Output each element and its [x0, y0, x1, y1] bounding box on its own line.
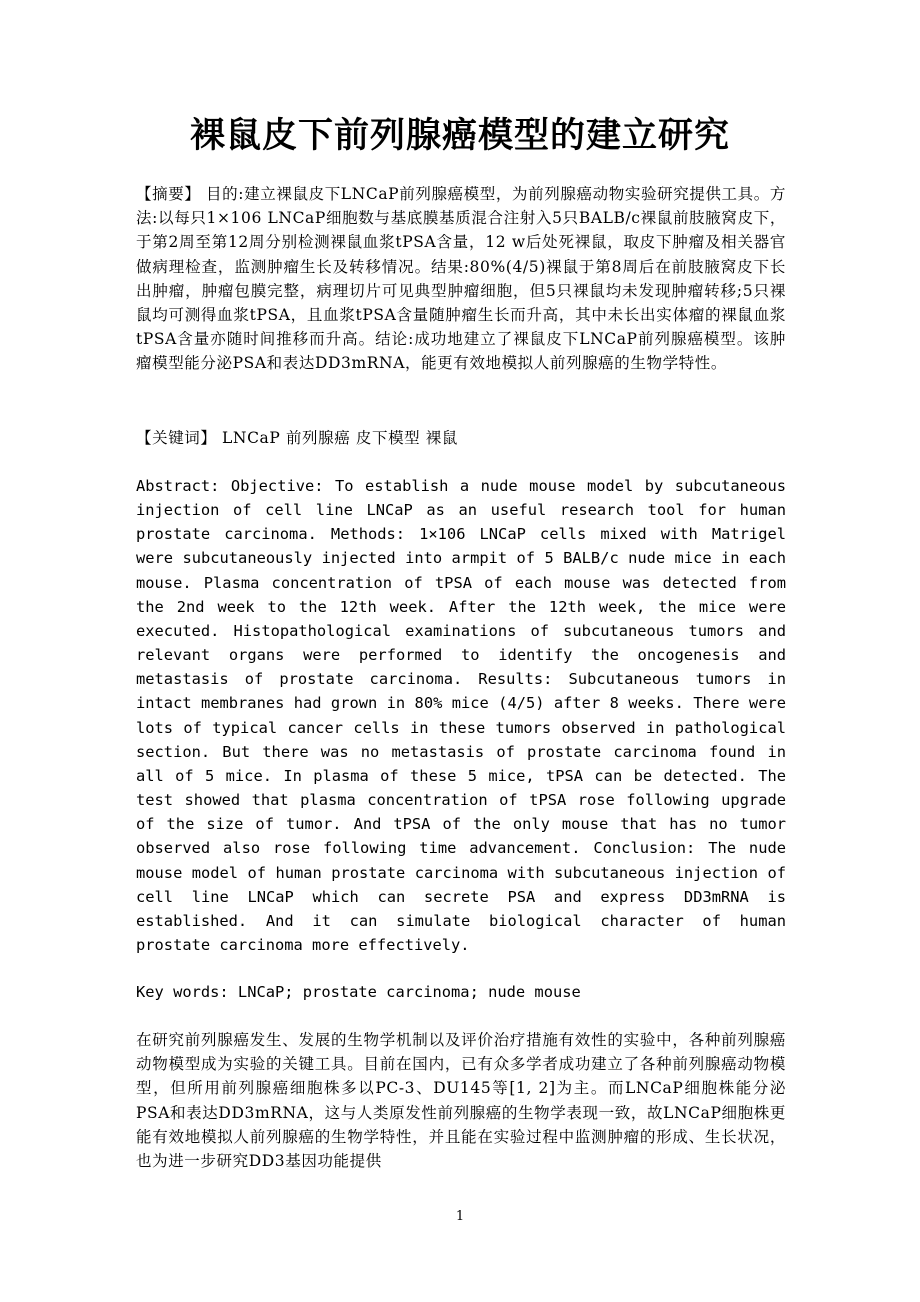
- english-abstract: Abstract: Objective: To establish a nude mouse model by subcutaneous injection of cell line LNCaP as an useful research tool for human prostate carcinoma. Methods: 1×106 LNCaP cells mixed with Matrigel were subcutaneously injected into armpit of 5 BALB/c nude mice in each mouse. Plasma concentration of tPSA of each mouse was detected from the 2nd week to the 12th week. After the 12th week, the mice were executed. Histopathological examinations of subcutaneous tumors and relevant organs were performed to identify the oncogenesis and metastasis of prostate carcinoma. Results: Subcutaneous tumors in intact membranes had grown in 80% mice (4/5) after 8 weeks. There were lots of typical cancer cells in these tumors observed in pathological section. But there was no metastasis of prostate carcinoma found in all of 5 mice. In plasma of these 5 mice, tPSA can be detected. The test showed that plasma concentration of tPSA rose following upgrade of the size of tumor. And tPSA of the only mouse that has no tumor observed also rose following time advancement. Conclusion: The nude mouse model of human prostate carcinoma with subcutaneous injection of cell line LNCaP which can secrete PSA and express DD3mRNA is established. And it can simulate biological character of human prostate carcinoma more effectively.: [136, 477, 786, 954]
- english-keywords: Key words: LNCaP; prostate carcinoma; nude mouse: [136, 983, 581, 1001]
- chinese-abstract-text: 目的:建立裸鼠皮下LNCaP前列腺癌模型，为前列腺癌动物实验研究提供工具。方法:以每只1×106 LNCaP细胞数与基底膜基质混合注射入5只BALB/c裸鼠前肢腋窝皮下，于第2周至第12周分别检测裸鼠血浆tPSA含量，12 w后处死裸鼠，取皮下肿瘤及相关器官做病理检查，监测肿瘤生长及转移情况。结果:80%(4/5)裸鼠于第8周后在前肢腋窝皮下长出肿瘤，肿瘤包膜完整，病理切片可见典型肿瘤细胞，但5只裸鼠均未发现肿瘤转移;5只裸鼠均可测得血浆tPSA，且血浆tPSA含量随肿瘤生长而升高，其中未长出实体瘤的裸鼠血浆tPSA含量亦随时间推移而升高。结论:成功地建立了裸鼠皮下LNCaP前列腺癌模型。该肿瘤模型能分泌PSA和表达DD3mRNA，能更有效地模拟人前列腺癌的生物学特性。: [136, 185, 787, 373]
- chinese-keywords-text: LNCaP 前列腺癌 皮下模型 裸鼠: [216, 429, 459, 447]
- chinese-abstract: [136, 182, 786, 376]
- chinese-keywords: [136, 426, 786, 450]
- paper-title: 裸鼠皮下前列腺癌模型的建立研究: [189, 116, 730, 156]
- introduction-paragraph: 在研究前列腺癌发生、发展的生物学机制以及评价治疗措施有效性的实验中，各种前列腺癌动物模型成为实验的关键工具。目前在国内，已有众多学者成功建立了各种前列腺癌动物模型，但所用前列腺癌细胞株多以PC-3、DU145等[1, 2]为主。而LNCaP细胞株能分泌PSA和表达DD3mRNA，这与人类原发性前列腺癌的生物学表现一致，故LNCaP细胞株更能有效地模拟人前列腺癌的生物学特性，并且能在实验过程中监测肿瘤的形成、生长状况，也为进一步研究DD3基因功能提供: [136, 1031, 786, 1171]
- chinese-keywords-label: 【关键词】: [136, 429, 217, 447]
- page-number: 1: [455, 1209, 465, 1224]
- chinese-abstract-label: 【摘要】: [136, 185, 201, 203]
